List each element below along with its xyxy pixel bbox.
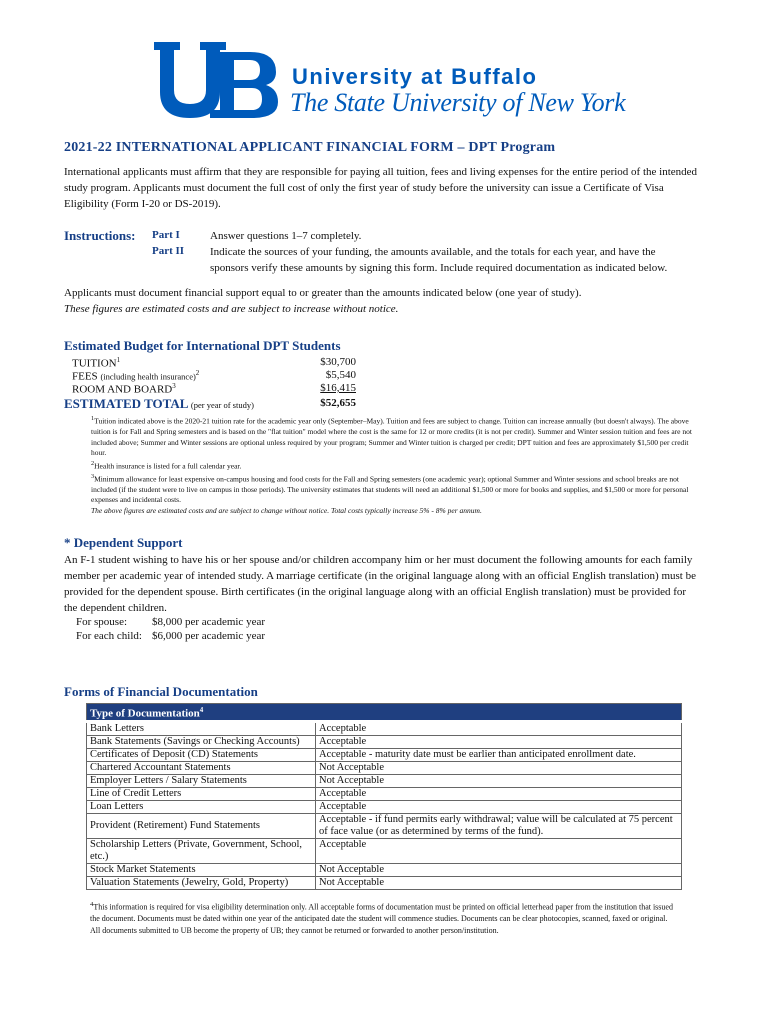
fees-sub: (including health insurance) [100, 371, 196, 382]
university-name: University at Buffalo [292, 64, 538, 89]
dependent-text: An F-1 student wishing to have his or her spouse and/or children accompany him or her must document the following amounts for each family member per academic year of intended study. A marriage certificate (in the original language along with an official English translation) must be provided for the dependent spouse. Birth certificates (in the original language along with an official English translation) must be provided for the dependent children. [64, 554, 696, 614]
footnote-4-sup: 4 [90, 901, 94, 908]
documentation-status-cell: Acceptable [316, 721, 682, 735]
footnote-1 [91, 414, 701, 459]
documentation-header-row [87, 704, 682, 722]
footnote-1-text: Tuition indicated above is the 2020-21 tuition rate for the academic year only (September–May). Tuition and fees are subject to change. Tuition can increase annually (but doesn't always). The above tuition is for Fall and Spring semesters and is based on the "flat tuition" model where the cost is the same for 12 or more credits (it is not per credit). Summer and Winter session tuition and fees are not included above; Summer and Winter sessions are optional unless required by your program; Summer and Winter tuition is charged per credit; DPT tuition and fees are approximately $1,500 per credit hour. [91, 416, 692, 457]
documentation-status-cell: Not Acceptable [316, 863, 682, 876]
table-row [87, 838, 682, 863]
footnote-2 [91, 459, 701, 472]
documentation-type-cell: Scholarship Letters (Private, Government, School, etc.) [87, 838, 316, 863]
documentation-type-cell: Chartered Accountant Statements [87, 761, 316, 774]
documentation-type-cell: Provident (Retirement) Fund Statements [87, 813, 316, 838]
room-value: $16,415 [320, 382, 356, 394]
documentation-status-cell: Acceptable - if fund permits early withdrawal; value will be calculated at 75 percent of face value (or as determined by terms of the fund). [316, 813, 682, 838]
footnote-1-sup: 1 [91, 415, 95, 422]
footnote-4-text: This information is required for visa eligibility determination only. All acceptable forms of documentation must be printed on official letterhead paper from the institution that issued the document. Documents must be dated within one year of the anticipated date the student will commence studies. Documents can be clear photocopies, scanned, faxed or original. All documents submitted to UB become the property of UB; they cannot be returned or forwarded to another person/institution. [90, 902, 673, 935]
footnote-2-sup: 2 [91, 459, 95, 467]
footnote-3 [91, 472, 701, 506]
table-row [87, 735, 682, 748]
table-row [87, 748, 682, 761]
room-label: ROOM AND BOARD [72, 383, 173, 396]
form-title: 2021-22 INTERNATIONAL APPLICANT FINANCIAL FORM – DPT Program [64, 140, 556, 155]
table-row [87, 800, 682, 813]
instructions-label: Instructions: [64, 228, 136, 243]
documentation-type-cell: Certificates of Deposit (CD) Statements [87, 748, 316, 761]
documentation-status-cell: Acceptable [316, 838, 682, 863]
requirement-note: These figures are estimated costs and are subject to increase without notice. [64, 303, 399, 315]
documentation-heading: Forms of Financial Documentation [64, 684, 258, 699]
part1-text: Answer questions 1–7 completely. [210, 230, 362, 242]
part1-label: Part I [152, 229, 180, 241]
child-label: For each child: [76, 630, 142, 642]
footnote-2-text: Health insurance is listed for a full calendar year. [94, 461, 242, 470]
tuition-value: $30,700 [320, 356, 356, 368]
total-sub: (per year of study) [190, 400, 254, 410]
footnote-3-sup: 3 [91, 472, 95, 480]
documentation-status-cell: Acceptable [316, 787, 682, 800]
table-row [87, 863, 682, 876]
table-row [87, 813, 682, 838]
intro-paragraph: International applicants must affirm that they are responsible for paying all tuition, fees and living expenses for the entire period of the intended study program. Applicants must document the full cost of only the first year of study before the university can issue a Certificate of Visa Eligibility (Form I-20 or DS-2019). [64, 166, 698, 210]
tuition-row [72, 356, 120, 370]
spouse-label: For spouse: [76, 616, 128, 628]
table-row [87, 721, 682, 735]
total-label: ESTIMATED TOTAL [64, 396, 188, 411]
fees-row [72, 369, 199, 383]
footnote-3-text: Minimum allowance for least expensive on-campus housing and food costs for the Fall and Spring semesters (one academic year); optional Summer and Winter sessions and school breaks are not included (if the student were to live on campus in those periods). The university estimates that students will need an additional $1,500 or more for books and supplies, and $1,500 or more for personal expenses and incidental costs. [91, 474, 689, 504]
table-row [87, 761, 682, 774]
documentation-type-cell: Bank Letters [87, 721, 316, 735]
room-sup: 3 [172, 382, 176, 390]
suny-name: The State University of New York [290, 88, 626, 117]
documentation-status-cell: Not Acceptable [316, 876, 682, 889]
documentation-status-cell: Acceptable [316, 800, 682, 813]
spouse-value: $8,000 per academic year [152, 616, 265, 628]
fees-label: FEES [72, 370, 98, 383]
total-value: $52,655 [320, 397, 356, 409]
table-row [87, 787, 682, 800]
budget-heading: Estimated Budget for International DPT Students [64, 338, 341, 353]
requirement-line: Applicants must document financial support equal to or greater than the amounts indicated below (one year of study). [64, 287, 582, 299]
ub-logo-icon [150, 42, 280, 118]
table-row [87, 876, 682, 889]
part2-text: Indicate the sources of your funding, the amounts available, and the totals for each year, and have the sponsors verify these amounts by signing this form. Include required documentation as indicated below. [210, 246, 668, 274]
documentation-type-cell: Employer Letters / Salary Statements [87, 774, 316, 787]
documentation-type-cell: Stock Market Statements [87, 863, 316, 876]
documentation-type-cell: Valuation Statements (Jewelry, Gold, Property) [87, 876, 316, 889]
documentation-table [86, 703, 682, 890]
fees-sup: 2 [195, 369, 200, 377]
documentation-col-header-text: Type of Documentation [90, 707, 200, 720]
documentation-col-header [87, 704, 682, 722]
budget-footnotes [91, 414, 701, 516]
documentation-status-cell: Acceptable [316, 735, 682, 748]
documentation-col-header-sup: 4 [199, 706, 204, 714]
table-row [87, 774, 682, 787]
documentation-footnote [90, 899, 676, 936]
total-row [64, 396, 254, 412]
documentation-status-cell: Not Acceptable [316, 761, 682, 774]
requirement-text [64, 285, 704, 317]
documentation-status-cell: Acceptable - maturity date must be earlier than anticipated enrollment date. [316, 748, 682, 761]
room-row [72, 382, 176, 396]
footnote-note: The above figures are estimated costs and are subject to change without notice. Total costs typically increase 5% - 8% per annum. [91, 505, 482, 515]
documentation-type-cell: Bank Statements (Savings or Checking Accounts) [87, 735, 316, 748]
fees-value: $5,540 [325, 369, 356, 381]
tuition-sup: 1 [116, 356, 121, 364]
tuition-label: TUITION [72, 357, 117, 370]
dependent-heading: * Dependent Support [64, 535, 183, 550]
documentation-status-cell: Not Acceptable [316, 774, 682, 787]
ub-logo [150, 42, 280, 118]
part2-label: Part II [152, 245, 185, 257]
documentation-type-cell: Loan Letters [87, 800, 316, 813]
child-value: $6,000 per academic year [152, 630, 265, 642]
documentation-type-cell: Line of Credit Letters [87, 787, 316, 800]
